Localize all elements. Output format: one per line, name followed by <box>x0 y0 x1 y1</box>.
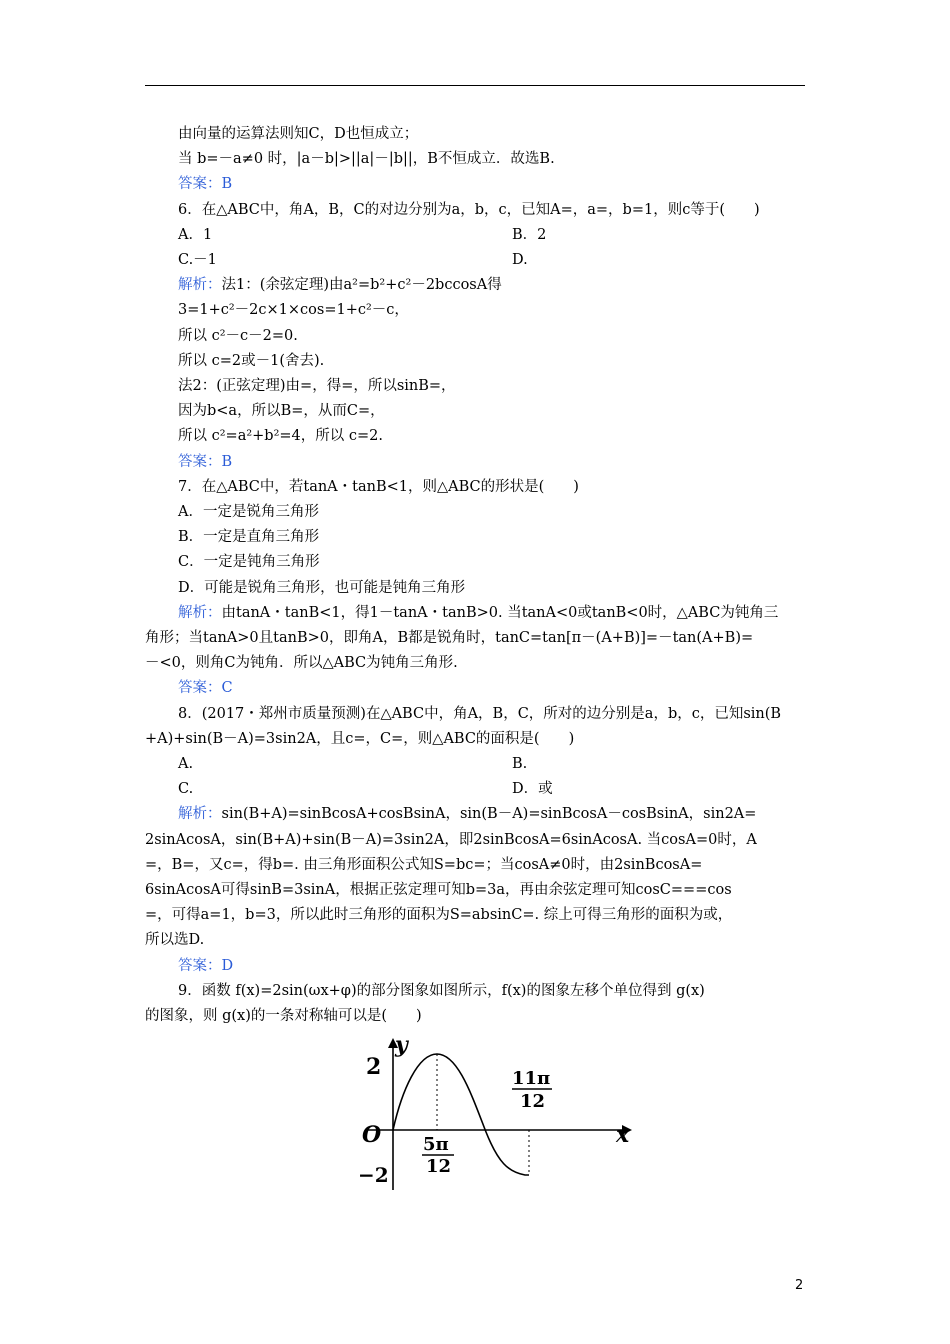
text-line: 7．在△ABC中，若tanA・tanB<1，则△ABC的形状是( ) <box>178 479 579 495</box>
text-line: 8．(2017・郑州市质量预测)在△ABC中，角A，B，C，所对的边分别是a，b，c，已知sin(B <box>178 706 782 722</box>
x-tick1-denominator: 12 <box>426 1156 452 1177</box>
text-line: 当 b=－a≠0 时，|a－b|>||a|－|b||，B不恒成立．故选B. <box>178 151 555 167</box>
text-line: 角形；当tanA>0且tanB>0，即角A，B都是锐角时，tanC=tan[π－(A+B)]=－tan(A+B)= <box>145 630 754 646</box>
text-line: 答案：B <box>178 176 233 192</box>
text-line: －<0，则角C为钝角．所以△ABC为钝角三角形. <box>145 655 458 671</box>
text-line: 答案：D <box>178 958 234 974</box>
sine-curve <box>393 1054 529 1175</box>
x-tick1-numerator: 5π <box>423 1134 449 1155</box>
analysis-text: sin(B+A)=sinBcosA+cosBsinA，sin(B－A)=sinBcosA－cosBsinA，sin2A= <box>221 806 757 822</box>
analysis-label: 解析： <box>178 277 222 293</box>
text-line: 答案：C <box>178 680 233 696</box>
text-line: B．2 <box>512 227 547 243</box>
text-line: 法2：(正弦定理)由=，得=，所以sinB=， <box>178 378 456 394</box>
y-axis-label: y <box>395 1032 408 1058</box>
text-line <box>178 273 502 297</box>
analysis-label: 解析： <box>178 605 222 621</box>
sine-graph-figure <box>340 1030 640 1195</box>
text-line: 答案：B <box>178 454 233 470</box>
text-line: D．可能是锐角三角形，也可能是钝角三角形 <box>178 580 466 596</box>
y-min-label: −2 <box>358 1163 389 1187</box>
text-line <box>178 601 778 625</box>
text-line: 所以 c=2或－1(舍去). <box>178 353 325 369</box>
text-line: C．一定是钝角三角形 <box>178 554 320 570</box>
text-line: A．1 <box>178 227 213 243</box>
text-line: C.－1 <box>178 252 217 268</box>
text-line: 所以选D. <box>145 932 205 948</box>
text-line: A. <box>178 756 194 772</box>
text-line: D．或 <box>512 781 553 797</box>
analysis-label: 解析： <box>178 806 222 822</box>
text-line: B．一定是直角三角形 <box>178 529 320 545</box>
text-line: 因为b<a，所以B=，从而C=， <box>178 403 385 419</box>
text-line: B. <box>512 756 528 772</box>
text-line: D. <box>512 252 528 268</box>
text-line: =，B=，又c=，得b=. 由三角形面积公式知S=bc=；当cosA≠0时，由2sinBcosA= <box>145 857 703 873</box>
text-line: 6sinAcosA可得sinB=3sinA，根据正弦定理可知b=3a，再由余弦定理可知cosC===cos <box>145 882 732 898</box>
text-line <box>178 802 756 826</box>
text-line: =，可得a=1，b=3，所以此时三角形的面积为S=absinC=. 综上可得三角形的面积为或， <box>145 907 733 923</box>
origin-label: O <box>362 1122 382 1148</box>
analysis-text: 法1：(余弦定理)由a²=b²+c²－2bccosA得 <box>221 277 502 293</box>
text-line: +A)+sin(B－A)=3sin2A，且c=，C=，则△ABC的面积是( ) <box>145 731 575 747</box>
text-line: 的图象，则 g(x)的一条对称轴可以是( ) <box>145 1008 422 1024</box>
header-rule <box>145 85 805 86</box>
text-line: 2sinAcosA，sin(B+A)+sin(B－A)=3sin2A，即2sinBcosA=6sinAcosA. 当cosA=0时，A <box>145 832 757 848</box>
text-line: C. <box>178 781 194 797</box>
x-tick2-denominator: 12 <box>520 1091 546 1112</box>
analysis-text: 由tanA・tanB<1，得1－tanA・tanB>0. 当tanA<0或tanB<0时，△ABC为钝角三 <box>221 605 779 621</box>
text-line: 由向量的运算法则知C，D也恒成立； <box>178 126 419 142</box>
text-line: A．一定是锐角三角形 <box>178 504 319 520</box>
text-line: 所以 c²=a²+b²=4，所以 c=2. <box>178 428 383 444</box>
text-line: 所以 c²－c－2=0. <box>178 328 298 344</box>
text-line: 6．在△ABC中，角A，B，C的对边分别为a，b，c，已知A=，a=，b=1，则c等于( ) <box>178 202 760 218</box>
text-line: 9．函数 f(x)=2sin(ωx+φ)的部分图象如图所示，f(x)的图象左移个单位得到 g(x) <box>178 983 705 999</box>
x-tick2-numerator: 11π <box>512 1068 551 1089</box>
page-number: 2 <box>795 1278 804 1293</box>
x-axis-label: x <box>616 1122 630 1148</box>
y-max-label: 2 <box>366 1054 382 1080</box>
text-line: 3=1+c²－2c×1×cos=1+c²－c， <box>178 302 409 318</box>
sine-graph <box>340 1030 640 1195</box>
